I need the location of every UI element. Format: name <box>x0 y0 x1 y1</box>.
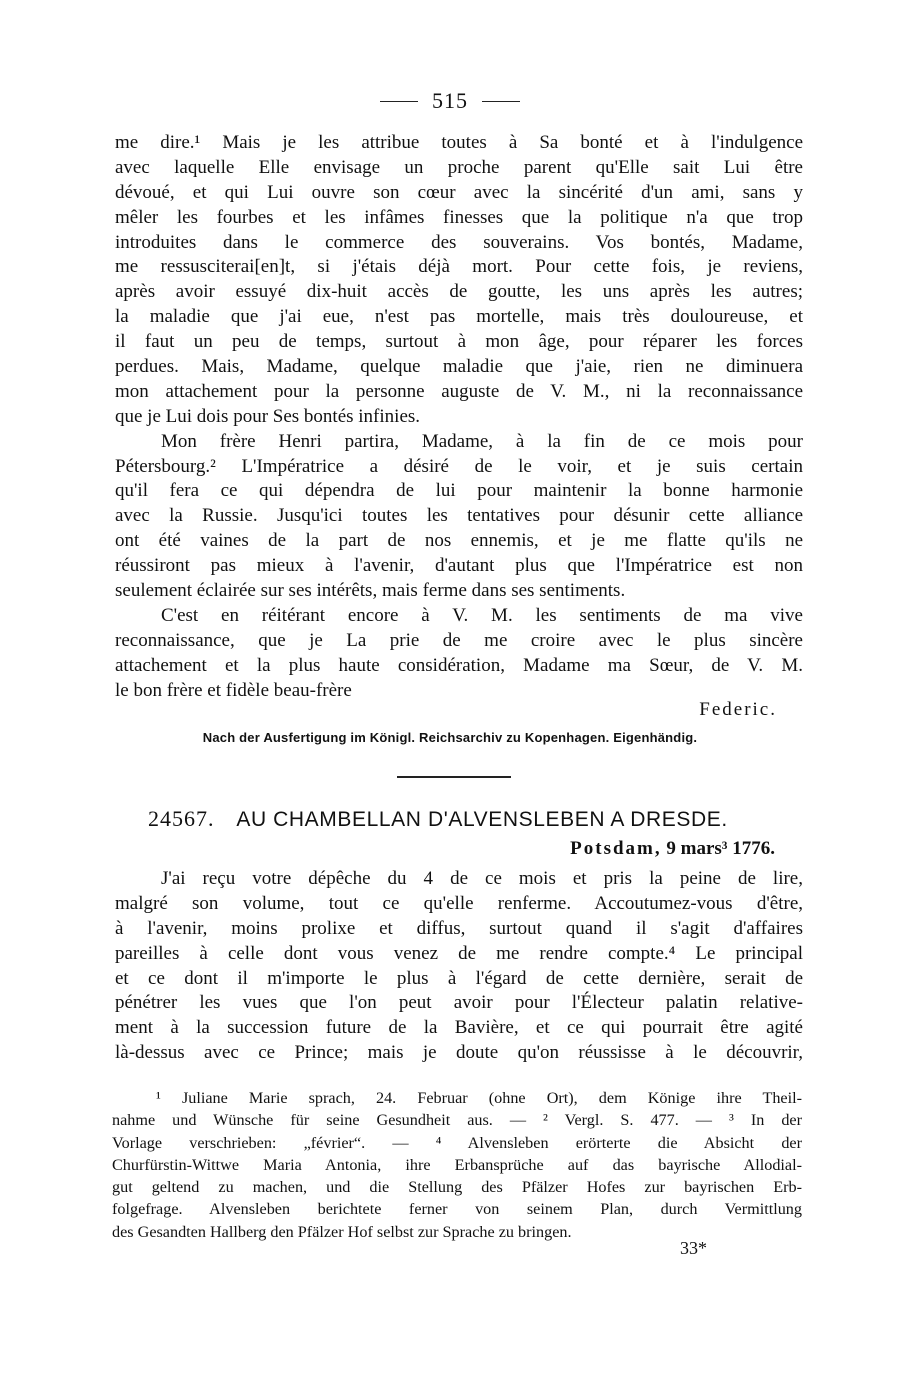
body-line: réussiront pas mieux à l'avenir, d'autant plus que l'Impératrice est non <box>115 555 803 577</box>
body-line: à l'avenir, moins prolixe et diffus, surtout quand il s'agit d'affaires <box>115 917 803 939</box>
body-line: introduites dans le commerce des souverains. Vos bontés, Madame, <box>115 231 803 253</box>
body-line: me ressusciterai[en]t, si j'étais déjà mort. Pour cette fois, je reviens, <box>115 256 803 278</box>
letter-heading <box>148 806 788 832</box>
footnote-line: nahme und Wünsche für seine Gesundheit aus. — ² Vergl. S. 477. — ³ In der <box>112 1111 802 1130</box>
body-line: après avoir essuyé dix-huit accès de goutte, les uns après les autres; <box>115 281 803 303</box>
dateline <box>115 838 775 860</box>
body-line: le bon frère et fidèle beau-frère <box>115 679 352 701</box>
source-note: Nach der Ausfertigung im Königl. Reichsarchiv zu Kopenhagen. Eigenhändig. <box>202 730 698 745</box>
body-line: avec laquelle Elle envisage un proche parent qu'Elle sait Lui être <box>115 156 803 178</box>
body-line: il faut un peu de temps, surtout à mon âge, pour réparer les forces <box>115 331 803 353</box>
body-line: ment à la succession future de la Bavière, et ce qui pourrait être agité <box>115 1017 803 1039</box>
signature: Federic. <box>699 699 777 720</box>
footnote-line: folgefrage. Alvensleben berichtete ferner von seinem Plan, durch Vermittlung <box>112 1200 802 1219</box>
body-line: dévoué, et qui Lui ouvre son cœur avec la sincérité d'un ami, sans y <box>115 181 803 203</box>
body-line: attachement et la plus haute considération, Madame ma Sœur, de V. M. <box>115 654 803 676</box>
body-line: et ce dont il m'importe le plus à l'égard de cette dernière, serait de <box>115 967 803 989</box>
body-line: pénétrer les vues que l'on peut avoir pour l'Électeur palatin relative- <box>115 992 803 1014</box>
body-line: Mon frère Henri partira, Madame, à la fin de ce mois pour <box>161 430 803 452</box>
body-line: Pétersbourg.² L'Impératrice a désiré de le voir, et je suis certain <box>115 455 803 477</box>
letter-title: AU CHAMBELLAN D'ALVENSLEBEN A DRESDE. <box>236 808 728 831</box>
body-line: seulement éclairée sur ses intérêts, mais ferme dans ses sentiments. <box>115 580 626 602</box>
body-line: malgré son volume, tout ce qu'elle renferme. Accoutumez-vous d'être, <box>115 892 803 914</box>
body-line: J'ai reçu votre dépêche du 4 de ce mois et pris la peine de lire, <box>161 868 803 889</box>
previous-letter-body <box>115 131 803 703</box>
header-rule-right <box>482 101 520 102</box>
letter-number: 24567. <box>148 806 215 831</box>
body-line: C'est en réitérant encore à V. M. les sentiments de ma vive <box>161 604 803 626</box>
body-line: la maladie que j'ai eue, n'est pas mortelle, mais très douloureuse, et <box>115 306 803 328</box>
footnote-line: des Gesandten Hallberg den Pfälzer Hof selbst zur Sprache zu bringen. <box>112 1222 572 1241</box>
body-line: que je Lui dois pour Ses bontés infinies. <box>115 405 421 427</box>
date-day: 9 mars³ 1776. <box>666 838 775 859</box>
body-line: là-dessus avec ce Prince; mais je doute qu'on réussisse à le découvrir, <box>115 1042 803 1064</box>
body-line: qu'il fera ce qui dépendra de lui pour maintenir la bonne harmonie <box>115 480 803 502</box>
footnotes <box>112 1087 802 1243</box>
body-line: mon attachement pour la personne auguste de V. M., ni la reconnaissance <box>115 380 803 402</box>
header-rule-left <box>380 101 418 102</box>
body-line: reconnaissance, que je La prie de me croire avec le plus sincère <box>115 629 803 651</box>
signature-block <box>115 698 777 723</box>
date-place: Potsdam, <box>570 838 662 859</box>
next-letter-body <box>115 867 803 1066</box>
signature-mark: 33* <box>680 1238 707 1258</box>
body-line: mêler les fourbes et les infâmes finesses que la politique n'a que trop <box>115 206 803 228</box>
footnote-line: ¹ Juliane Marie sprach, 24. Februar (ohne Ort), dem Könige ihre Theil- <box>156 1089 802 1107</box>
footnote-line: Vorlage verschrieben: „février“. — ⁴ Alvensleben erörterte die Absicht der <box>112 1133 802 1152</box>
body-line: pareilles à celle dont vous venez de me rendre compte.⁴ Le principal <box>115 942 803 964</box>
page-number: 515 <box>432 88 468 113</box>
body-line: perdues. Mais, Madame, quelque maladie que j'aie, rien ne diminuera <box>115 356 803 378</box>
body-line: ont été vaines de la part de nos ennemis, et je me flatte qu'ils ne <box>115 530 803 552</box>
body-line: avec la Russie. Jusqu'ici toutes les tentatives pour désunir cette alliance <box>115 505 803 527</box>
body-line: me dire.¹ Mais je les attribue toutes à Sa bonté et à l'indulgence <box>115 132 803 153</box>
footnote-line: gut geltend zu machen, und die Stellung des Pfälzer Hofes zur bayrischen Erb- <box>112 1178 802 1197</box>
footnote-line: Churfürstin-Wittwe Maria Antonia, ihre Erbansprüche auf das bayrische Allodial- <box>112 1155 802 1174</box>
page-header <box>0 88 900 114</box>
section-divider <box>397 776 511 778</box>
